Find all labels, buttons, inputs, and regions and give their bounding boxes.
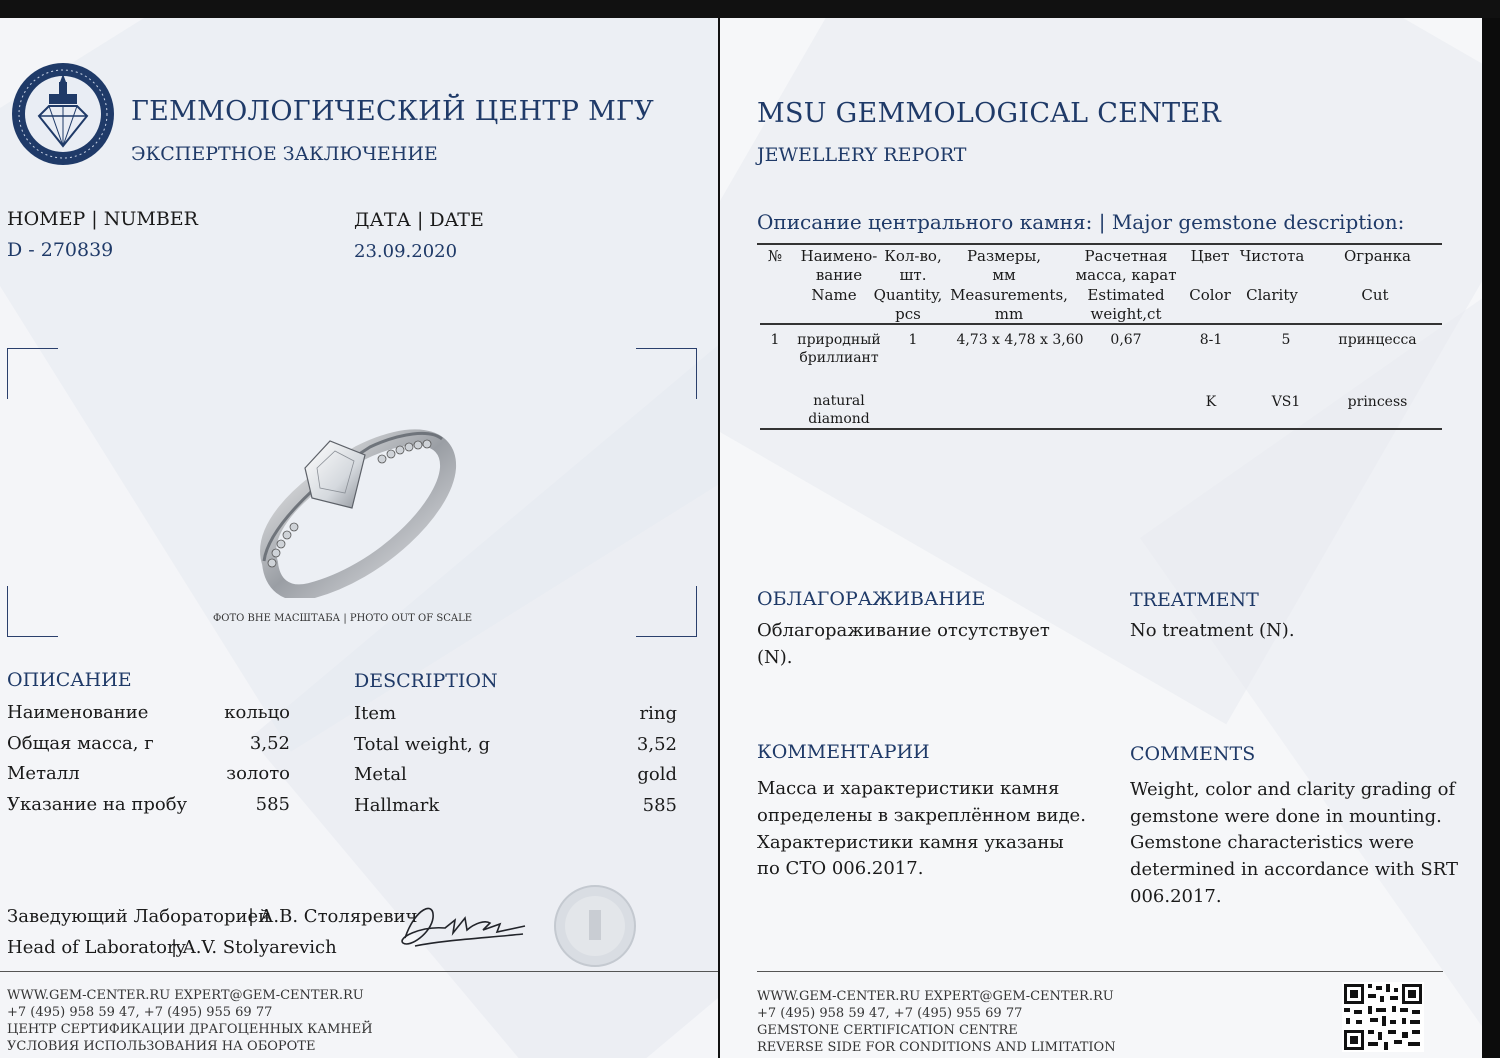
cell-name-en: natural bbox=[813, 393, 865, 409]
table-bottom-rule bbox=[760, 428, 1442, 430]
col-header-size-ru2: мм bbox=[992, 266, 1016, 284]
cell-no: 1 bbox=[770, 332, 780, 348]
col-header-size-en2: mm bbox=[994, 305, 1024, 323]
table-header-rule bbox=[760, 323, 1442, 325]
desc-ru-value: золото bbox=[226, 763, 290, 784]
desc-en-value: ring bbox=[639, 703, 677, 724]
comment-en-line: Gemstone characteristics were bbox=[1130, 832, 1415, 853]
photo-frame-corner bbox=[7, 586, 58, 637]
col-header-qty-en: Quantity, bbox=[873, 286, 943, 304]
comment-en-line: gemstone were done in mounting. bbox=[1130, 806, 1442, 827]
col-header-weight-en: Estimated bbox=[1087, 286, 1165, 304]
footer-centre: GEMSTONE CERTIFICATION CENTRE bbox=[757, 1023, 1018, 1038]
col-header-weight-ru: Расчетная bbox=[1084, 247, 1168, 265]
description-heading-en: DESCRIPTION bbox=[354, 670, 498, 692]
footer-divider bbox=[0, 971, 718, 972]
treatment-text-ru-2: (N). bbox=[757, 647, 793, 668]
report-subtitle-en: JEWELLERY REPORT bbox=[757, 144, 967, 166]
desc-en-value: 585 bbox=[642, 795, 677, 816]
hologram-seal-icon bbox=[553, 884, 637, 968]
treatment-text-en: No treatment (N). bbox=[1130, 620, 1295, 641]
col-header-weight-ru2: масса, карат bbox=[1075, 266, 1177, 284]
desc-en-label: Metal bbox=[354, 764, 407, 785]
desc-en-label: Item bbox=[354, 703, 397, 724]
number-value: D - 270839 bbox=[7, 239, 114, 261]
qr-code-icon bbox=[1342, 982, 1424, 1052]
date-label: ДАТА | DATE bbox=[354, 209, 484, 231]
comment-ru-line: Масса и характеристики камня bbox=[757, 778, 1060, 799]
desc-ru-value: кольцо bbox=[224, 702, 290, 723]
comments-heading-ru: КОММЕНТАРИИ bbox=[757, 741, 930, 763]
head-title-en: Head of Laboratory bbox=[7, 937, 186, 958]
col-header-qty-en2: pcs bbox=[895, 305, 921, 323]
col-header-cut-en: Cut bbox=[1361, 286, 1389, 304]
col-header-qty-ru2: шт. bbox=[899, 266, 927, 284]
footer-divider bbox=[757, 971, 1443, 972]
treatment-heading-ru: ОБЛАГОРАЖИВАНИЕ bbox=[757, 588, 986, 610]
cell-cut-ru: принцесса bbox=[1338, 332, 1417, 348]
col-header-clarity-en: Clarity bbox=[1246, 286, 1298, 304]
left-page bbox=[0, 18, 718, 1058]
col-header-name-en: Name bbox=[811, 286, 857, 304]
comment-en-line: 006.2017. bbox=[1130, 886, 1222, 907]
date-value: 23.09.2020 bbox=[354, 241, 458, 262]
footer-conditions: REVERSE SIDE FOR CONDITIONS AND LIMITATION bbox=[757, 1040, 1116, 1055]
signature-icon bbox=[395, 898, 530, 953]
photo-caption: ФОТО ВНЕ МАСШТАБА | PHOTO OUT OF SCALE bbox=[213, 613, 473, 624]
cell-name-ru: природный bbox=[797, 332, 881, 348]
cell-color-en: K bbox=[1205, 394, 1217, 410]
footer-contacts bbox=[7, 987, 373, 1055]
footer-conditions: УСЛОВИЯ ИСПОЛЬЗОВАНИЯ НА ОБОРОТЕ bbox=[7, 1039, 316, 1054]
report-subtitle-ru: ЭКСПЕРТНОЕ ЗАКЛЮЧЕНИЕ bbox=[131, 143, 438, 165]
head-name-ru: | А.В. Столяревич bbox=[248, 906, 418, 927]
description-heading-ru: ОПИСАНИЕ bbox=[7, 669, 132, 691]
comment-en-line: Weight, color and clarity grading of bbox=[1130, 779, 1456, 800]
number-label: НОМЕР | NUMBER bbox=[7, 208, 198, 230]
cell-color-ru: 8-1 bbox=[1199, 332, 1223, 348]
ring-photo bbox=[250, 413, 460, 598]
footer-web-email: WWW.GEM-CENTER.RU EXPERT@GEM-CENTER.RU bbox=[7, 988, 364, 1003]
comment-en-line: determined in accordance with SRT bbox=[1130, 859, 1458, 880]
cell-weight: 0,67 bbox=[1110, 332, 1142, 348]
footer-web-email: WWW.GEM-CENTER.RU EXPERT@GEM-CENTER.RU bbox=[757, 989, 1114, 1004]
desc-ru-value: 585 bbox=[255, 794, 290, 815]
footer-centre: ЦЕНТР СЕРТИФИКАЦИИ ДРАГОЦЕННЫХ КАМНЕЙ bbox=[7, 1022, 373, 1037]
right-page bbox=[720, 18, 1482, 1058]
col-header-name-ru2: вание bbox=[815, 266, 863, 284]
cell-measurements: 4,73 x 4,78 x 3,60 bbox=[956, 332, 1084, 348]
comment-ru-line: Характеристики камня указаны bbox=[757, 832, 1064, 853]
col-header-color-ru: Цвет bbox=[1190, 247, 1230, 265]
desc-ru-label: Общая масса, г bbox=[7, 733, 154, 754]
cell-qty: 1 bbox=[908, 332, 918, 348]
desc-en-label: Hallmark bbox=[354, 795, 440, 816]
desc-ru-label: Металл bbox=[7, 763, 80, 784]
cell-clarity-en: VS1 bbox=[1271, 394, 1301, 410]
cell-cut-en: princess bbox=[1347, 394, 1408, 410]
comment-ru-line: определены в закреплённом виде. bbox=[757, 805, 1086, 826]
col-header-size-ru: Размеры, bbox=[966, 247, 1042, 265]
col-header-size-en: Measurements, bbox=[950, 286, 1068, 304]
col-header-no: № bbox=[767, 247, 783, 265]
treatment-heading-en: TREATMENT bbox=[1130, 589, 1259, 611]
col-header-cut-ru: Огранка bbox=[1343, 247, 1412, 265]
gemstone-description-heading: Описание центрального камня: | Major gemstone description: bbox=[757, 210, 1405, 234]
scan-edge bbox=[1482, 18, 1500, 1058]
footer-contacts-en bbox=[757, 988, 1116, 1056]
desc-ru-label: Наименование bbox=[7, 702, 149, 723]
cell-clarity-ru: 5 bbox=[1281, 332, 1291, 348]
desc-en-label: Total weight, g bbox=[354, 734, 491, 755]
photo-frame-corner bbox=[636, 586, 697, 637]
desc-ru-value: 3,52 bbox=[249, 733, 290, 754]
cell-name-ru2: бриллиант bbox=[799, 350, 879, 366]
comments-heading-en: COMMENTS bbox=[1130, 743, 1256, 765]
desc-en-value: gold bbox=[637, 764, 677, 785]
col-header-weight-en2: weight,ct bbox=[1090, 305, 1162, 323]
desc-ru-label: Указание на пробу bbox=[7, 794, 188, 815]
cell-name-en2: diamond bbox=[808, 411, 870, 427]
table-top-rule bbox=[757, 243, 1442, 245]
desc-en-value: 3,52 bbox=[636, 734, 677, 755]
footer-phones: +7 (495) 958 59 47, +7 (495) 955 69 77 bbox=[757, 1006, 1023, 1021]
col-header-color-en: Color bbox=[1189, 286, 1231, 304]
col-header-clarity-ru: Чистота bbox=[1239, 247, 1305, 265]
head-name-en: | A.V. Stolyarevich bbox=[171, 937, 337, 958]
msu-gem-center-logo-icon bbox=[9, 60, 117, 168]
footer-phones: +7 (495) 958 59 47, +7 (495) 955 69 77 bbox=[7, 1005, 273, 1020]
center-title-en: MSU GEMMOLOGICAL CENTER bbox=[757, 98, 1222, 129]
head-title-ru: Заведующий Лабораторией bbox=[7, 906, 271, 927]
col-header-name-ru: Наимено- bbox=[800, 247, 878, 265]
photo-frame-corner bbox=[7, 348, 58, 399]
center-title-ru: ГЕММОЛОГИЧЕСКИЙ ЦЕНТР МГУ bbox=[131, 96, 655, 127]
comment-ru-line: по СТО 006.2017. bbox=[757, 858, 924, 879]
col-header-qty-ru: Кол-во, bbox=[884, 247, 942, 265]
photo-frame-corner bbox=[636, 348, 697, 399]
treatment-text-ru: Облагораживание отсутствует bbox=[757, 620, 1050, 641]
